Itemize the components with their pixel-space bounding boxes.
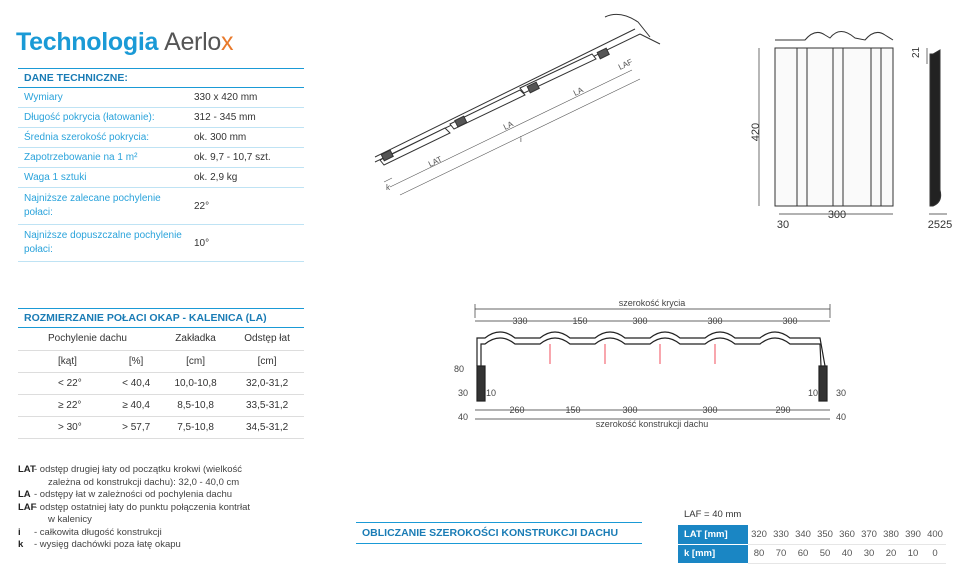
legend-item: LA - odstępy łat w zależności od pochylenia dachu	[18, 489, 233, 500]
roz-row	[18, 372, 304, 394]
roz-cell: ≥ 40,4	[111, 394, 161, 416]
roof-diagram	[370, 12, 670, 202]
cross-top-dim: 150	[572, 316, 588, 326]
roof-laf-label: LAF	[616, 57, 635, 72]
spec-key: Wymiary	[18, 88, 188, 108]
lat-cell: 380	[880, 525, 902, 544]
k-cell: 80	[748, 544, 770, 563]
cross-bottom-dim: 300	[622, 405, 638, 415]
cross-top-dim: 330	[512, 316, 528, 326]
roz-heading: ROZMIERZANIE POŁACI OKAP - KALENICA (LA)	[18, 308, 304, 328]
cross-section-diagram	[445, 296, 865, 436]
cross-right-small: 10	[807, 388, 819, 398]
calc-heading: OBLICZANIE SZEROKOŚCI KONSTRUKCJI DACHU	[356, 522, 642, 544]
roz-header: Pochylenie dachu	[18, 328, 161, 350]
roz-cell: < 22°	[18, 372, 111, 394]
spec-value: ok. 9,7 - 10,7 szt.	[188, 148, 304, 168]
roz-row	[18, 416, 304, 438]
tile-side-top-dim: 21	[911, 46, 922, 58]
lat-cell: 320	[748, 525, 770, 544]
k-cell: 70	[770, 544, 792, 563]
roz-header: Odstęp łat	[230, 328, 304, 350]
spec-row	[18, 168, 304, 188]
spec-value: 312 - 345 mm	[188, 108, 304, 128]
cross-top-label: szerokość krycia	[618, 298, 686, 308]
spec-value: ok. 300 mm	[188, 128, 304, 148]
roof-la-label-1: LA	[501, 119, 515, 132]
brand-name: Aerlox	[164, 28, 234, 56]
roz-cell: 34,5-31,2	[230, 416, 304, 438]
spec-key: Najniższe zalecane pochylenie połaci:	[18, 188, 188, 225]
tile-drawing	[745, 10, 970, 232]
spec-heading: DANE TECHNICZNE:	[18, 68, 304, 88]
brand-x: x	[220, 28, 234, 56]
cross-top-dim: 300	[782, 316, 798, 326]
k-cell: 10	[902, 544, 924, 563]
roz-unit: [%]	[111, 350, 161, 372]
roz-row	[18, 394, 304, 416]
roz-cell: > 57,7	[111, 416, 161, 438]
lat-row	[678, 525, 946, 544]
roz-unit: [cm]	[161, 350, 230, 372]
cross-left-dim: 30	[457, 388, 469, 398]
cross-right-dim: 40	[835, 412, 847, 422]
cross-right-dim: 30	[835, 388, 847, 398]
spec-row	[18, 108, 304, 128]
cross-top-dim: 300	[632, 316, 648, 326]
roz-section	[18, 308, 304, 439]
roz-cell: 32,0-31,2	[230, 372, 304, 394]
spec-row	[18, 88, 304, 108]
roz-cell: 7,5-10,8	[161, 416, 230, 438]
roz-table	[18, 328, 304, 439]
spec-value: 10°	[188, 225, 304, 262]
lat-cell: 370	[858, 525, 880, 544]
cross-left-small: 10	[485, 388, 497, 398]
cross-bottom-dim: 150	[565, 405, 581, 415]
lat-cell: 360	[836, 525, 858, 544]
spec-row	[18, 188, 304, 225]
lat-cell: 330	[770, 525, 792, 544]
cross-top-dim: 300	[707, 316, 723, 326]
roz-header: Zakładka	[161, 328, 230, 350]
cross-left-dim: 80	[453, 364, 465, 374]
spec-key: Zapotrzebowanie na 1 m²	[18, 148, 188, 168]
cross-bottom-dim: 260	[509, 405, 525, 415]
legend	[18, 464, 250, 552]
spec-row	[18, 225, 304, 262]
legend-item-cont: w kalenicy	[48, 514, 92, 525]
spec-key: Waga 1 sztuki	[18, 168, 188, 188]
roz-units-row	[18, 350, 304, 372]
legend-item: i - całkowita długość konstrukcji	[18, 526, 162, 538]
roof-la-label-2: LA	[571, 85, 585, 98]
k-cell: 30	[858, 544, 880, 563]
k-cell: 50	[814, 544, 836, 563]
tile-left-dim: 30	[776, 219, 790, 231]
legend-item: LAT- odstęp drugiej łaty od początku krokwi (wielkość	[18, 464, 243, 475]
spec-table	[18, 88, 304, 262]
k-cell: 60	[792, 544, 814, 563]
cross-left-dim: 40	[457, 412, 469, 422]
legend-item: k - wysięg dachówki poza łatę okapu	[18, 539, 181, 550]
page-title	[16, 28, 233, 57]
k-row	[678, 544, 946, 563]
roof-lat-label: LAT	[426, 154, 444, 169]
spec-key: Długość pokrycia (łatowanie):	[18, 108, 188, 128]
roof-k-label: k	[386, 183, 390, 192]
legend-item-cont: zależna od konstrukcji dachu): 32,0 - 40,0 cm	[48, 476, 240, 488]
roz-cell: 33,5-31,2	[230, 394, 304, 416]
lat-label: LAT [mm]	[678, 525, 748, 544]
k-label: k [mm]	[678, 544, 748, 563]
lat-cell: 350	[814, 525, 836, 544]
roz-header-row	[18, 328, 304, 350]
tile-side-bottom-dim: 2525	[927, 219, 953, 231]
roz-cell: < 40,4	[111, 372, 161, 394]
spec-key: Średnia szerokość pokrycia:	[18, 128, 188, 148]
roz-cell: > 30°	[18, 416, 111, 438]
title-main: Technologia	[16, 28, 159, 56]
legend-item: LAF- odstęp ostatniej łaty do punktu połączenia kontrłat	[18, 501, 250, 513]
spec-row	[18, 128, 304, 148]
k-cell: 40	[836, 544, 858, 563]
laf-label: LAF = 40 mm	[684, 509, 742, 520]
roof-i-label: i	[520, 135, 522, 144]
tile-height-label: 420	[750, 122, 762, 142]
lat-cell: 390	[902, 525, 924, 544]
lat-cell: 400	[924, 525, 946, 544]
cross-bottom-label: szerokość konstrukcji dachu	[595, 419, 709, 429]
roz-unit: [kąt]	[18, 350, 111, 372]
spec-value: 330 x 420 mm	[188, 88, 304, 108]
k-cell: 0	[924, 544, 946, 563]
lat-k-table	[678, 525, 946, 564]
k-cell: 20	[880, 544, 902, 563]
spec-value: ok. 2,9 kg	[188, 168, 304, 188]
lat-cell: 340	[792, 525, 814, 544]
roz-cell: ≥ 22°	[18, 394, 111, 416]
spec-row	[18, 148, 304, 168]
spec-key: Najniższe dopuszczalne pochylenie połaci:	[18, 225, 188, 262]
roz-cell: 10,0-10,8	[161, 372, 230, 394]
spec-section	[18, 68, 304, 262]
spec-value: 22°	[188, 188, 304, 225]
tile-width-label: 300	[827, 209, 847, 221]
cross-bottom-dim: 290	[775, 405, 791, 415]
roz-unit: [cm]	[230, 350, 304, 372]
cross-bottom-dim: 300	[702, 405, 718, 415]
roz-cell: 8,5-10,8	[161, 394, 230, 416]
